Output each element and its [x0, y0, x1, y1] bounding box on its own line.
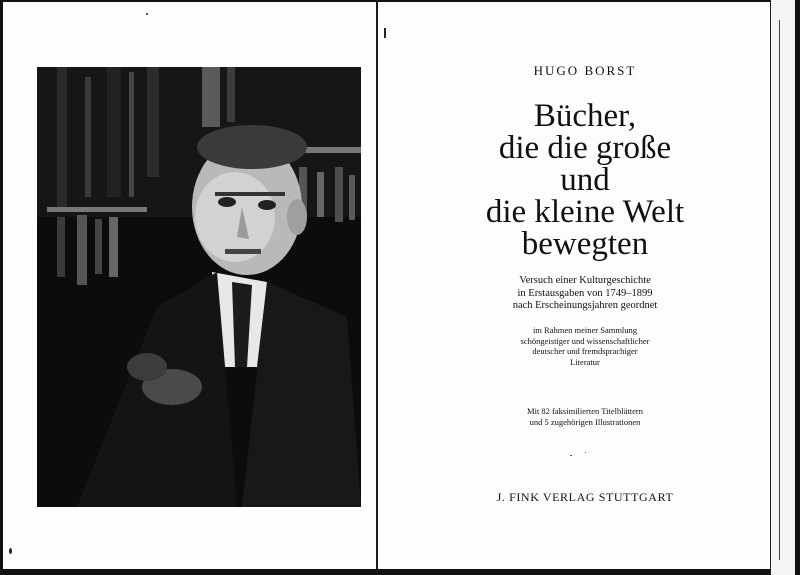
- title-line: Bücher,: [533, 98, 637, 134]
- author-name: HUGO BORST: [533, 63, 637, 78]
- scan-speck: [585, 452, 586, 453]
- book-gutter: [376, 0, 378, 575]
- collection-line: deutscher und fremdsprachiger: [532, 346, 638, 356]
- subtitle-line: Versuch einer Kulturgeschichte: [519, 275, 651, 286]
- illustrations-line: Mit 82 faksimilierten Titelblättern: [527, 406, 643, 416]
- author-portrait-photo: [37, 67, 361, 507]
- collection-note: [400, 325, 770, 367]
- scan-edge-bottom: [0, 569, 800, 575]
- illustrations-note: [400, 406, 770, 428]
- collection-line: Literatur: [570, 356, 600, 367]
- scan-edge-right: [795, 0, 800, 575]
- illustrations-line: und 5 zugehörigen Illustrationen: [529, 417, 641, 427]
- publisher-imprint: J. FINK VERLAG STUTTGART: [496, 490, 674, 504]
- scan-speck: [570, 455, 572, 456]
- book-subtitle: [400, 275, 770, 313]
- subtitle-line: nach Erscheinungsjahren geordnet: [512, 300, 658, 311]
- book-title: [400, 100, 770, 260]
- scan-edge-top: [0, 0, 800, 2]
- subtitle-line: in Erstausgaben von 1749–1899: [517, 287, 653, 299]
- scan-speck: [146, 13, 148, 15]
- title-line: die kleine Welt: [485, 194, 685, 230]
- gutter-mark: [384, 28, 386, 38]
- title-line: und: [560, 162, 610, 198]
- scan-speck: [9, 548, 12, 554]
- title-line: die die große: [498, 130, 672, 166]
- collection-line: im Rahmen meiner Sammlung: [532, 325, 638, 335]
- scan-edge-left: [0, 0, 3, 575]
- collection-line: schöngeistiger und wissenschaftlicher: [520, 335, 650, 346]
- portrait-illustration: [37, 67, 361, 507]
- title-line: bewegten: [521, 226, 649, 262]
- next-page-edge: [770, 0, 796, 575]
